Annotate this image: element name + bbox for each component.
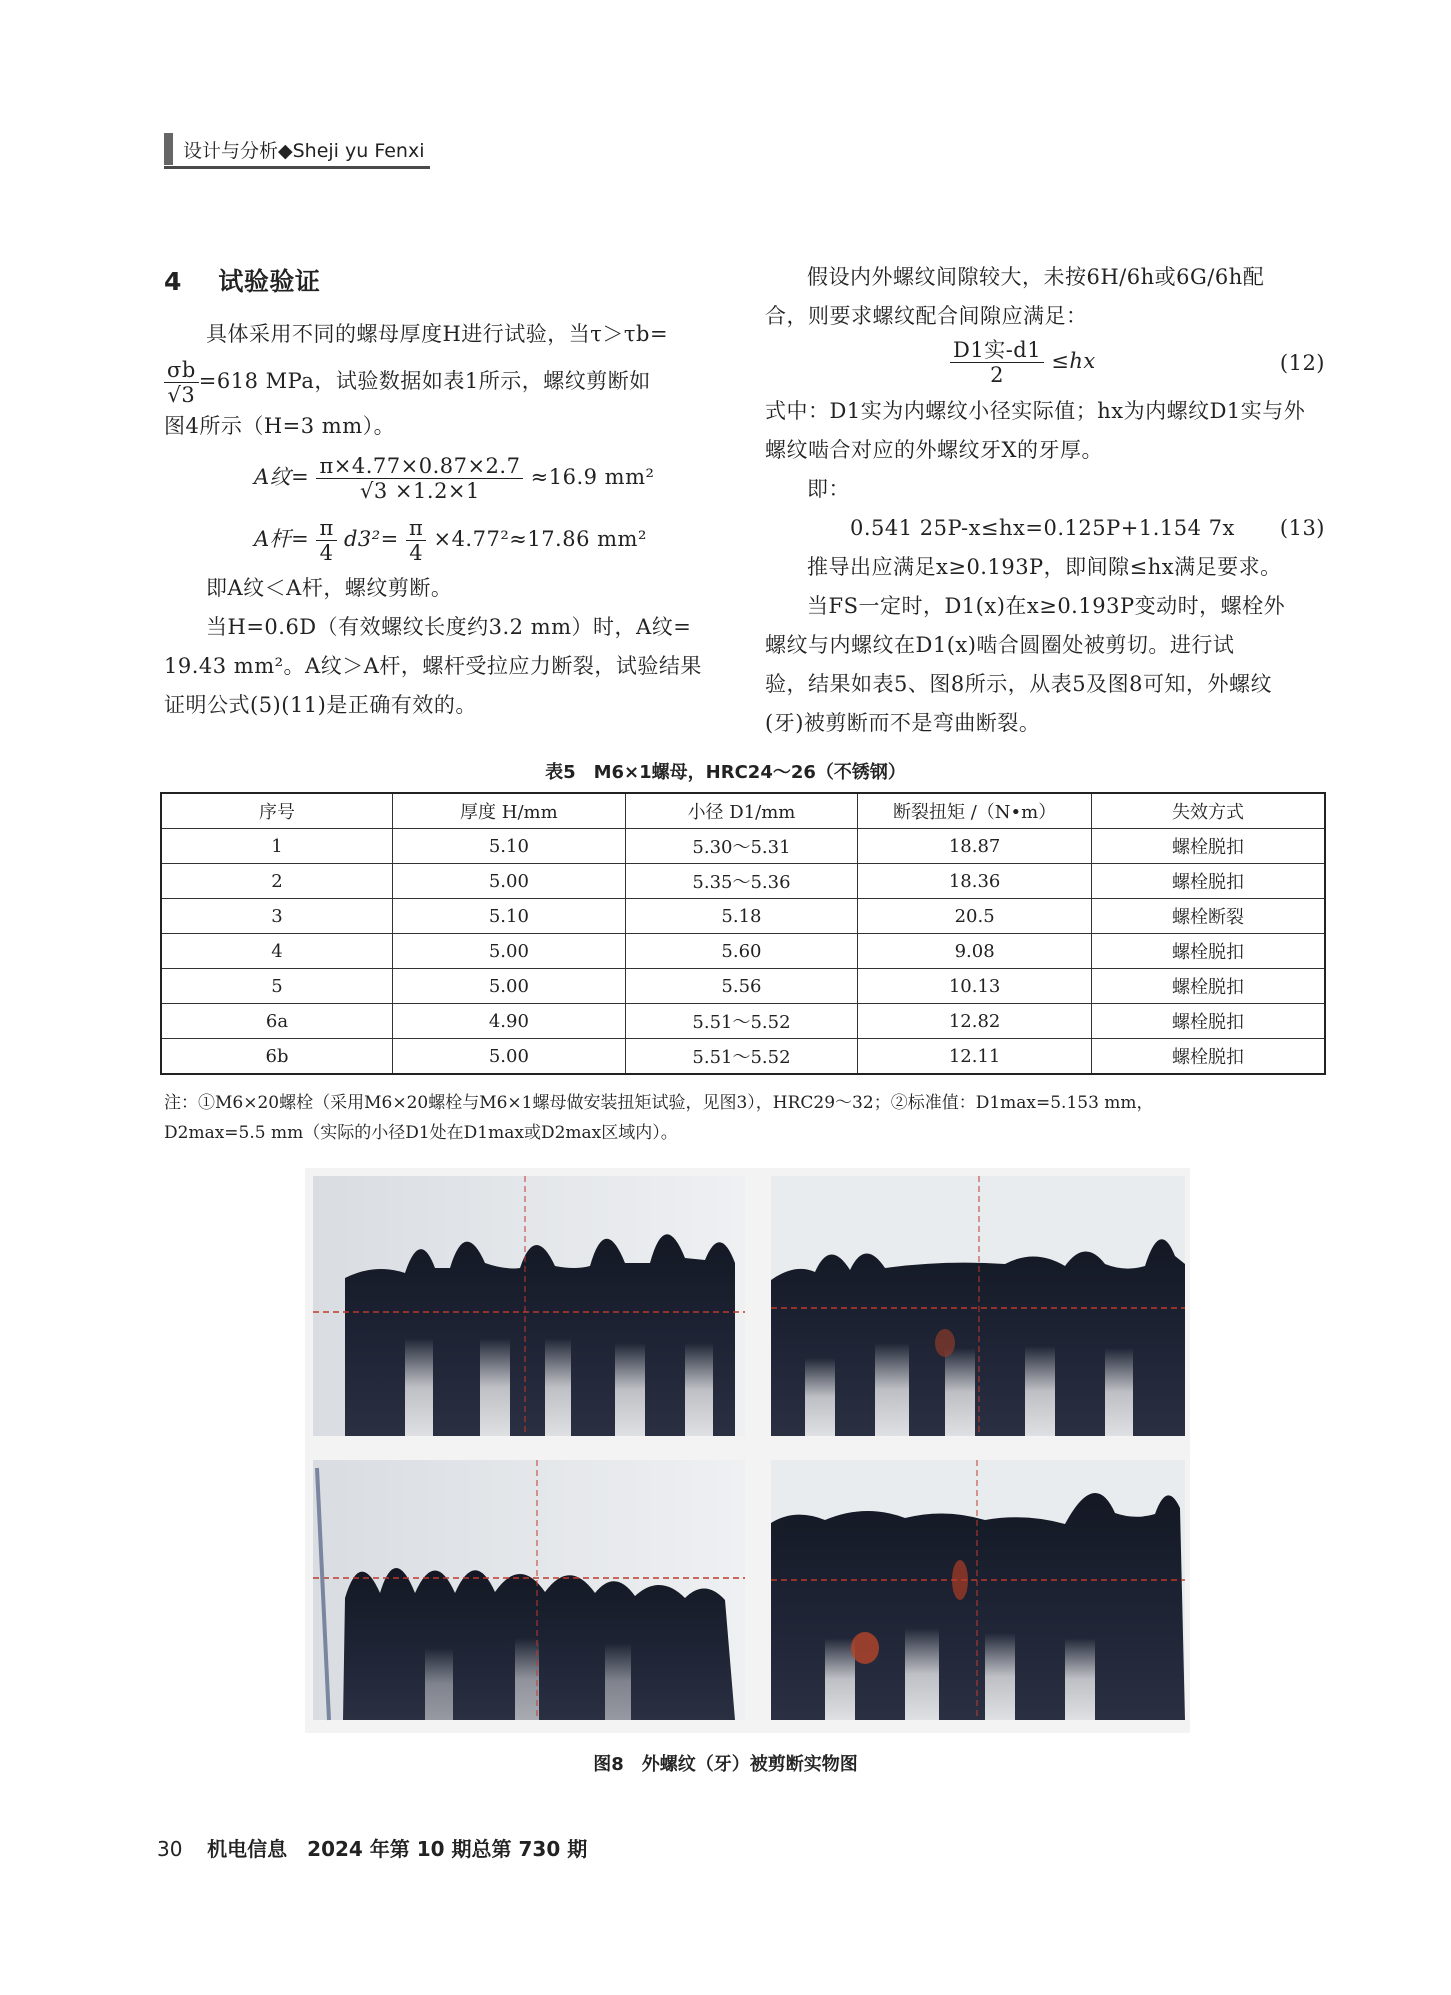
- right-p5a: 当FS一定时，D1(x)在x≥0.193P变动时，螺栓外: [807, 594, 1286, 618]
- table-row: 2 5.00 5.35～5.36 18.36 螺栓脱扣: [161, 864, 1325, 899]
- section-number: 4: [164, 267, 182, 296]
- left-p3b: 19.43 mm²。A纹＞A杆，螺杆受拉应力断裂，试验结果: [164, 653, 702, 678]
- left-p1b: =618 MPa，试验数据如表1所示，螺纹剪断如: [198, 369, 651, 394]
- page-number: 30: [157, 1837, 183, 1861]
- running-header: [164, 132, 430, 169]
- right-p2b: 螺纹啮合对应的外螺纹牙X的牙厚。: [765, 438, 1103, 462]
- sigma-fraction: $\frac{\sigma b}{√3}$: [164, 358, 199, 407]
- table5: [160, 792, 1326, 1075]
- equation-a-thread: A纹= $\frac{\pi\times 4.77\times 0.87\times 2.7}{√3 \times 1.2\times 1}$ ≈16.9 mm²: [254, 454, 655, 504]
- col-header-minor-diameter: 小径 D1/mm: [625, 793, 858, 829]
- table-row: 1 5.10 5.30～5.31 18.87 螺栓脱扣: [161, 829, 1325, 864]
- figure8: [305, 1168, 1190, 1733]
- table5-note-line1: 注：①M6×20螺栓（采用M6×20螺栓与M6×1螺母做安装扭矩试验，见图3），HRC29～32；②标准值：D1max=5.153 mm，: [164, 1093, 1154, 1113]
- table5-note-line2: D2max=5.5 mm（实际的小径D1处在D1max或D2max区域内）。: [164, 1123, 678, 1143]
- right-p1a: 假设内外螺纹间隙较大，未按6H/6h或6G/6h配: [807, 265, 1265, 289]
- left-p1-line2: [164, 358, 724, 407]
- figure8-photos: [305, 1168, 1190, 1733]
- right-p5d: (牙)被剪断而不是弯曲断裂。: [765, 711, 1041, 735]
- right-p1b: 合，则要求螺纹配合间隙应满足：: [765, 304, 1088, 328]
- col-header-failure-mode: 失效方式: [1091, 793, 1325, 829]
- right-p5c: 验，结果如表5、图8所示，从表5及图8可知，外螺纹: [765, 672, 1272, 696]
- right-p3: 即：: [807, 477, 850, 501]
- photo-bottom-right: [771, 1460, 1185, 1720]
- table5-caption: 表5 M6×1螺母，HRC24～26（不锈钢）: [545, 762, 906, 783]
- col-header-torque: 断裂扭矩 /（N•m）: [858, 793, 1092, 829]
- table-row: 5 5.00 5.56 10.13 螺栓脱扣: [161, 969, 1325, 1004]
- page-footer: [157, 1833, 587, 1862]
- journal-info: 机电信息 2024 年第 10 期总第 730 期: [207, 1837, 588, 1861]
- left-p2: 即A纹＜A杆，螺纹剪断。: [206, 575, 453, 600]
- left-column: [164, 262, 724, 725]
- table-header-row: [161, 793, 1325, 829]
- left-p3a: 当H=0.6D（有效螺纹长度约3.2 mm）时，A纹=: [206, 614, 692, 639]
- left-p3c: 证明公式(5)(11)是正确有效的。: [164, 692, 477, 717]
- header-label: 设计与分析◆Sheji yu Fenxi: [183, 139, 425, 162]
- equation-13: 0.541 25P-x≤hx=0.125P+1.154 7x (13): [765, 509, 1325, 548]
- equation-13-number: (13): [1279, 516, 1325, 540]
- right-p2a: 式中：D1实为内螺纹小径实际值；hx为内螺纹D1实与外: [765, 399, 1306, 423]
- section-title: 试验验证: [218, 267, 321, 296]
- col-header-thickness: 厚度 H/mm: [393, 793, 626, 829]
- header-bar: [164, 133, 173, 165]
- right-p5b: 螺纹与内螺纹在D1(x)啮合圆圈处被剪切。进行试: [765, 633, 1235, 657]
- table-row: 4 5.00 5.60 9.08 螺栓脱扣: [161, 934, 1325, 969]
- figure8-caption: 图8 外螺纹（牙）被剪断实物图: [593, 1754, 858, 1775]
- photo-top-left: [313, 1176, 745, 1436]
- table-row: 6b 5.00 5.51～5.52 12.11 螺栓脱扣: [161, 1039, 1325, 1075]
- right-column: [765, 258, 1325, 743]
- photo-top-right: [771, 1176, 1185, 1436]
- col-header-index: 序号: [161, 793, 393, 829]
- section-heading: [164, 262, 724, 301]
- table-row: 6a 4.90 5.51～5.52 12.82 螺栓脱扣: [161, 1004, 1325, 1039]
- left-p1c: 图4所示（H=3 mm）。: [164, 414, 396, 439]
- photo-bottom-left: [313, 1460, 745, 1720]
- table-row: 3 5.10 5.18 20.5 螺栓断裂: [161, 899, 1325, 934]
- equation-a-rod: A杆= $\frac{\pi}{4}$ d3²= $\frac{\pi}{4}$ ×4.77²≈17.86 mm²: [254, 515, 647, 565]
- equation-12-number: (12): [1279, 351, 1325, 375]
- table5-note: [164, 1088, 1326, 1148]
- right-p4: 推导出应满足x≥0.193P，即间隙≤hx满足要求。: [807, 555, 1282, 579]
- equation-12: $\frac{\text{D1实-d1}}{2}$ ≤hx (12): [765, 336, 1325, 392]
- left-p1a: 具体采用不同的螺母厚度H进行试验，当τ＞τb=: [206, 322, 669, 346]
